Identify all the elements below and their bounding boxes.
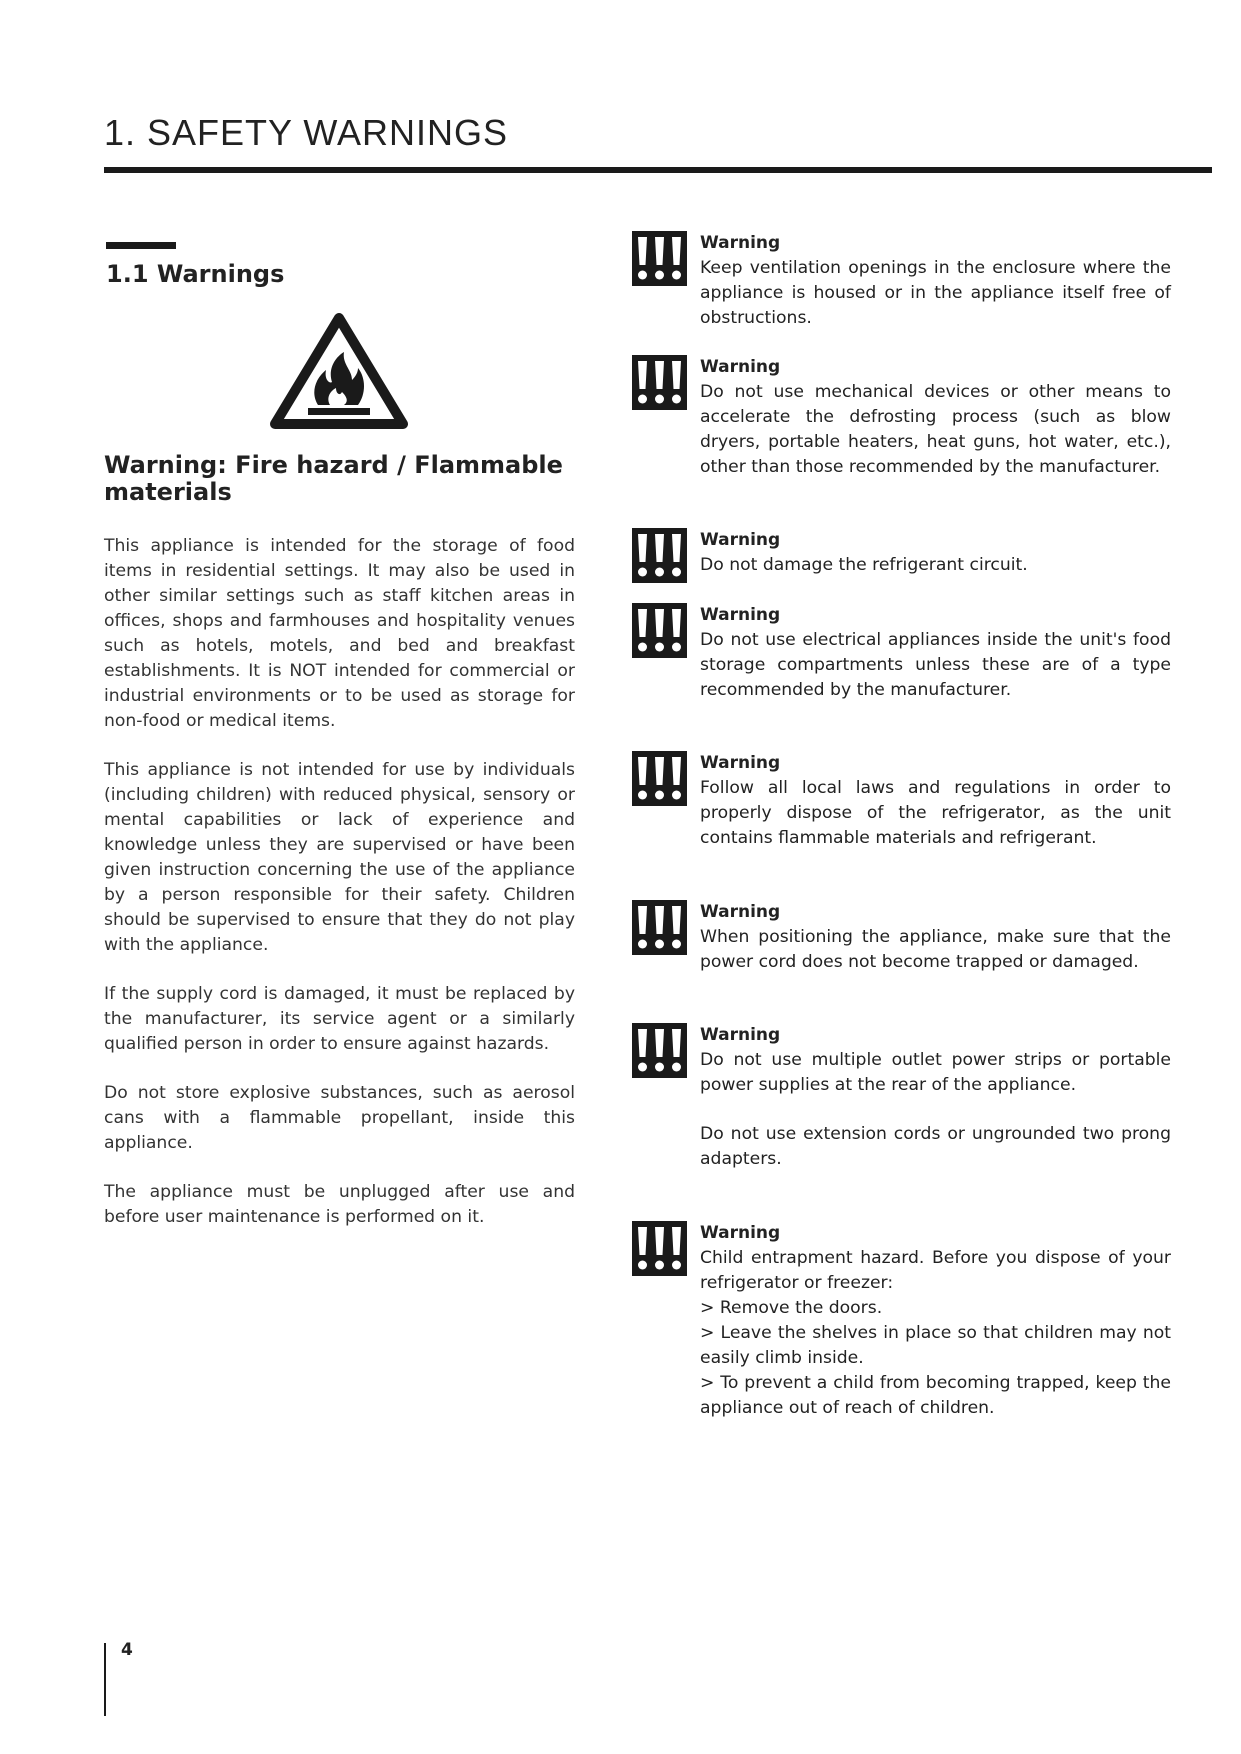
warning-text: Do not use electrical appliances inside the unit's food storage compartments unless these are of a type recommended by the manufacturer. [700,630,1171,700]
warning-power-strips [632,1023,1232,1172]
warning-power-cord [632,900,1232,975]
warning-title: Warning [700,902,781,922]
warning-child-entrapment [632,1221,1232,1421]
warning-defrosting [632,355,1232,480]
warning-list-item: > To prevent a child from becoming trapped, keep the appliance out of reach of children. [700,1373,1171,1418]
fire-hazard-heading: Warning: Fire hazard / Flammable materials [104,451,563,506]
triple-exclamation-warning-icon [632,355,687,410]
warning-title: Warning [700,605,781,625]
warning-text: Do not use extension cords or ungrounded two prong adapters. [700,1124,1171,1169]
warning-text: When positioning the appliance, make sure that the power cord does not become trapped or damaged. [700,927,1171,972]
intro-paragraph: If the supply cord is damaged, it must be replaced by the manufacturer, its service agent or a similarly qualified person in order to ensure against hazards. [104,984,575,1054]
warning-title: Warning [700,233,781,253]
section-bar [106,242,176,249]
warning-text: Child entrapment hazard. Before you dispose of your refrigerator or freezer: [700,1248,1171,1293]
intro-text [104,534,575,1254]
warning-text: Do not use multiple outlet power strips or portable power supplies at the rear of the appliance. [700,1050,1171,1095]
warning-title: Warning [700,1025,781,1045]
warning-text: Do not use mechanical devices or other means to accelerate the defrosting process (such as blow dryers, portable heaters, heat guns, hot water, etc.), other than those recommended by the manufacturer. [700,382,1171,477]
warning-refrigerant-circuit [632,528,1232,578]
intro-paragraph: This appliance is intended for the storage of food items in residential settings. It may also be used in other similar settings such as staff kitchen areas in offices, shops and farmhouses and hospitality venues such as hotels, motels, and bed and breakfast establishments. It is NOT intended for commercial or industrial environments or to be used as storage for non-food or medical items. [104,536,575,731]
warning-title: Warning [700,530,781,550]
triple-exclamation-warning-icon [632,751,687,806]
intro-paragraph: The appliance must be unplugged after use and before user maintenance is performed on it. [104,1182,575,1227]
warning-text: Keep ventilation openings in the enclosure where the appliance is housed or in the appliance itself free of obstructions. [700,258,1171,328]
title-rule [104,167,1212,173]
warning-electrical-appliances [632,603,1232,703]
section-heading: 1.1 Warnings [106,260,285,288]
triple-exclamation-warning-icon [632,1221,687,1276]
warning-list-item: > Leave the shelves in place so that children may not easily climb inside. [700,1323,1171,1368]
intro-paragraph: This appliance is not intended for use by individuals (including children) with reduced physical, sensory or mental capabilities or lack of experience and knowledge unless they are supervised or have been given instruction concerning the use of the appliance by a person responsible for their safety. Children should be supervised to ensure that they do not play with the appliance. [104,760,575,955]
warning-title: Warning [700,357,781,377]
warning-text: Do not damage the refrigerant circuit. [700,555,1028,575]
intro-paragraph: Do not store explosive substances, such as aerosol cans with a flammable propellant, inside this appliance. [104,1083,575,1153]
triple-exclamation-warning-icon [632,900,687,955]
triple-exclamation-warning-icon [632,603,687,658]
warning-text: Follow all local laws and regulations in order to properly dispose of the refrigerator, as the unit contains flammable materials and refrigerant. [700,778,1171,848]
warning-title: Warning [700,753,781,773]
page-number-rule [104,1643,106,1716]
page-number: 4 [121,1640,133,1660]
triple-exclamation-warning-icon [632,1023,687,1078]
warning-list-item: > Remove the doors. [700,1298,883,1318]
warning-disposal [632,751,1232,851]
fire-hazard-triangle-icon [268,312,410,430]
warning-ventilation [632,231,1232,331]
page-title: 1. SAFETY WARNINGS [104,112,509,153]
warning-title: Warning [700,1223,781,1243]
triple-exclamation-warning-icon [632,231,687,286]
triple-exclamation-warning-icon [632,528,687,583]
